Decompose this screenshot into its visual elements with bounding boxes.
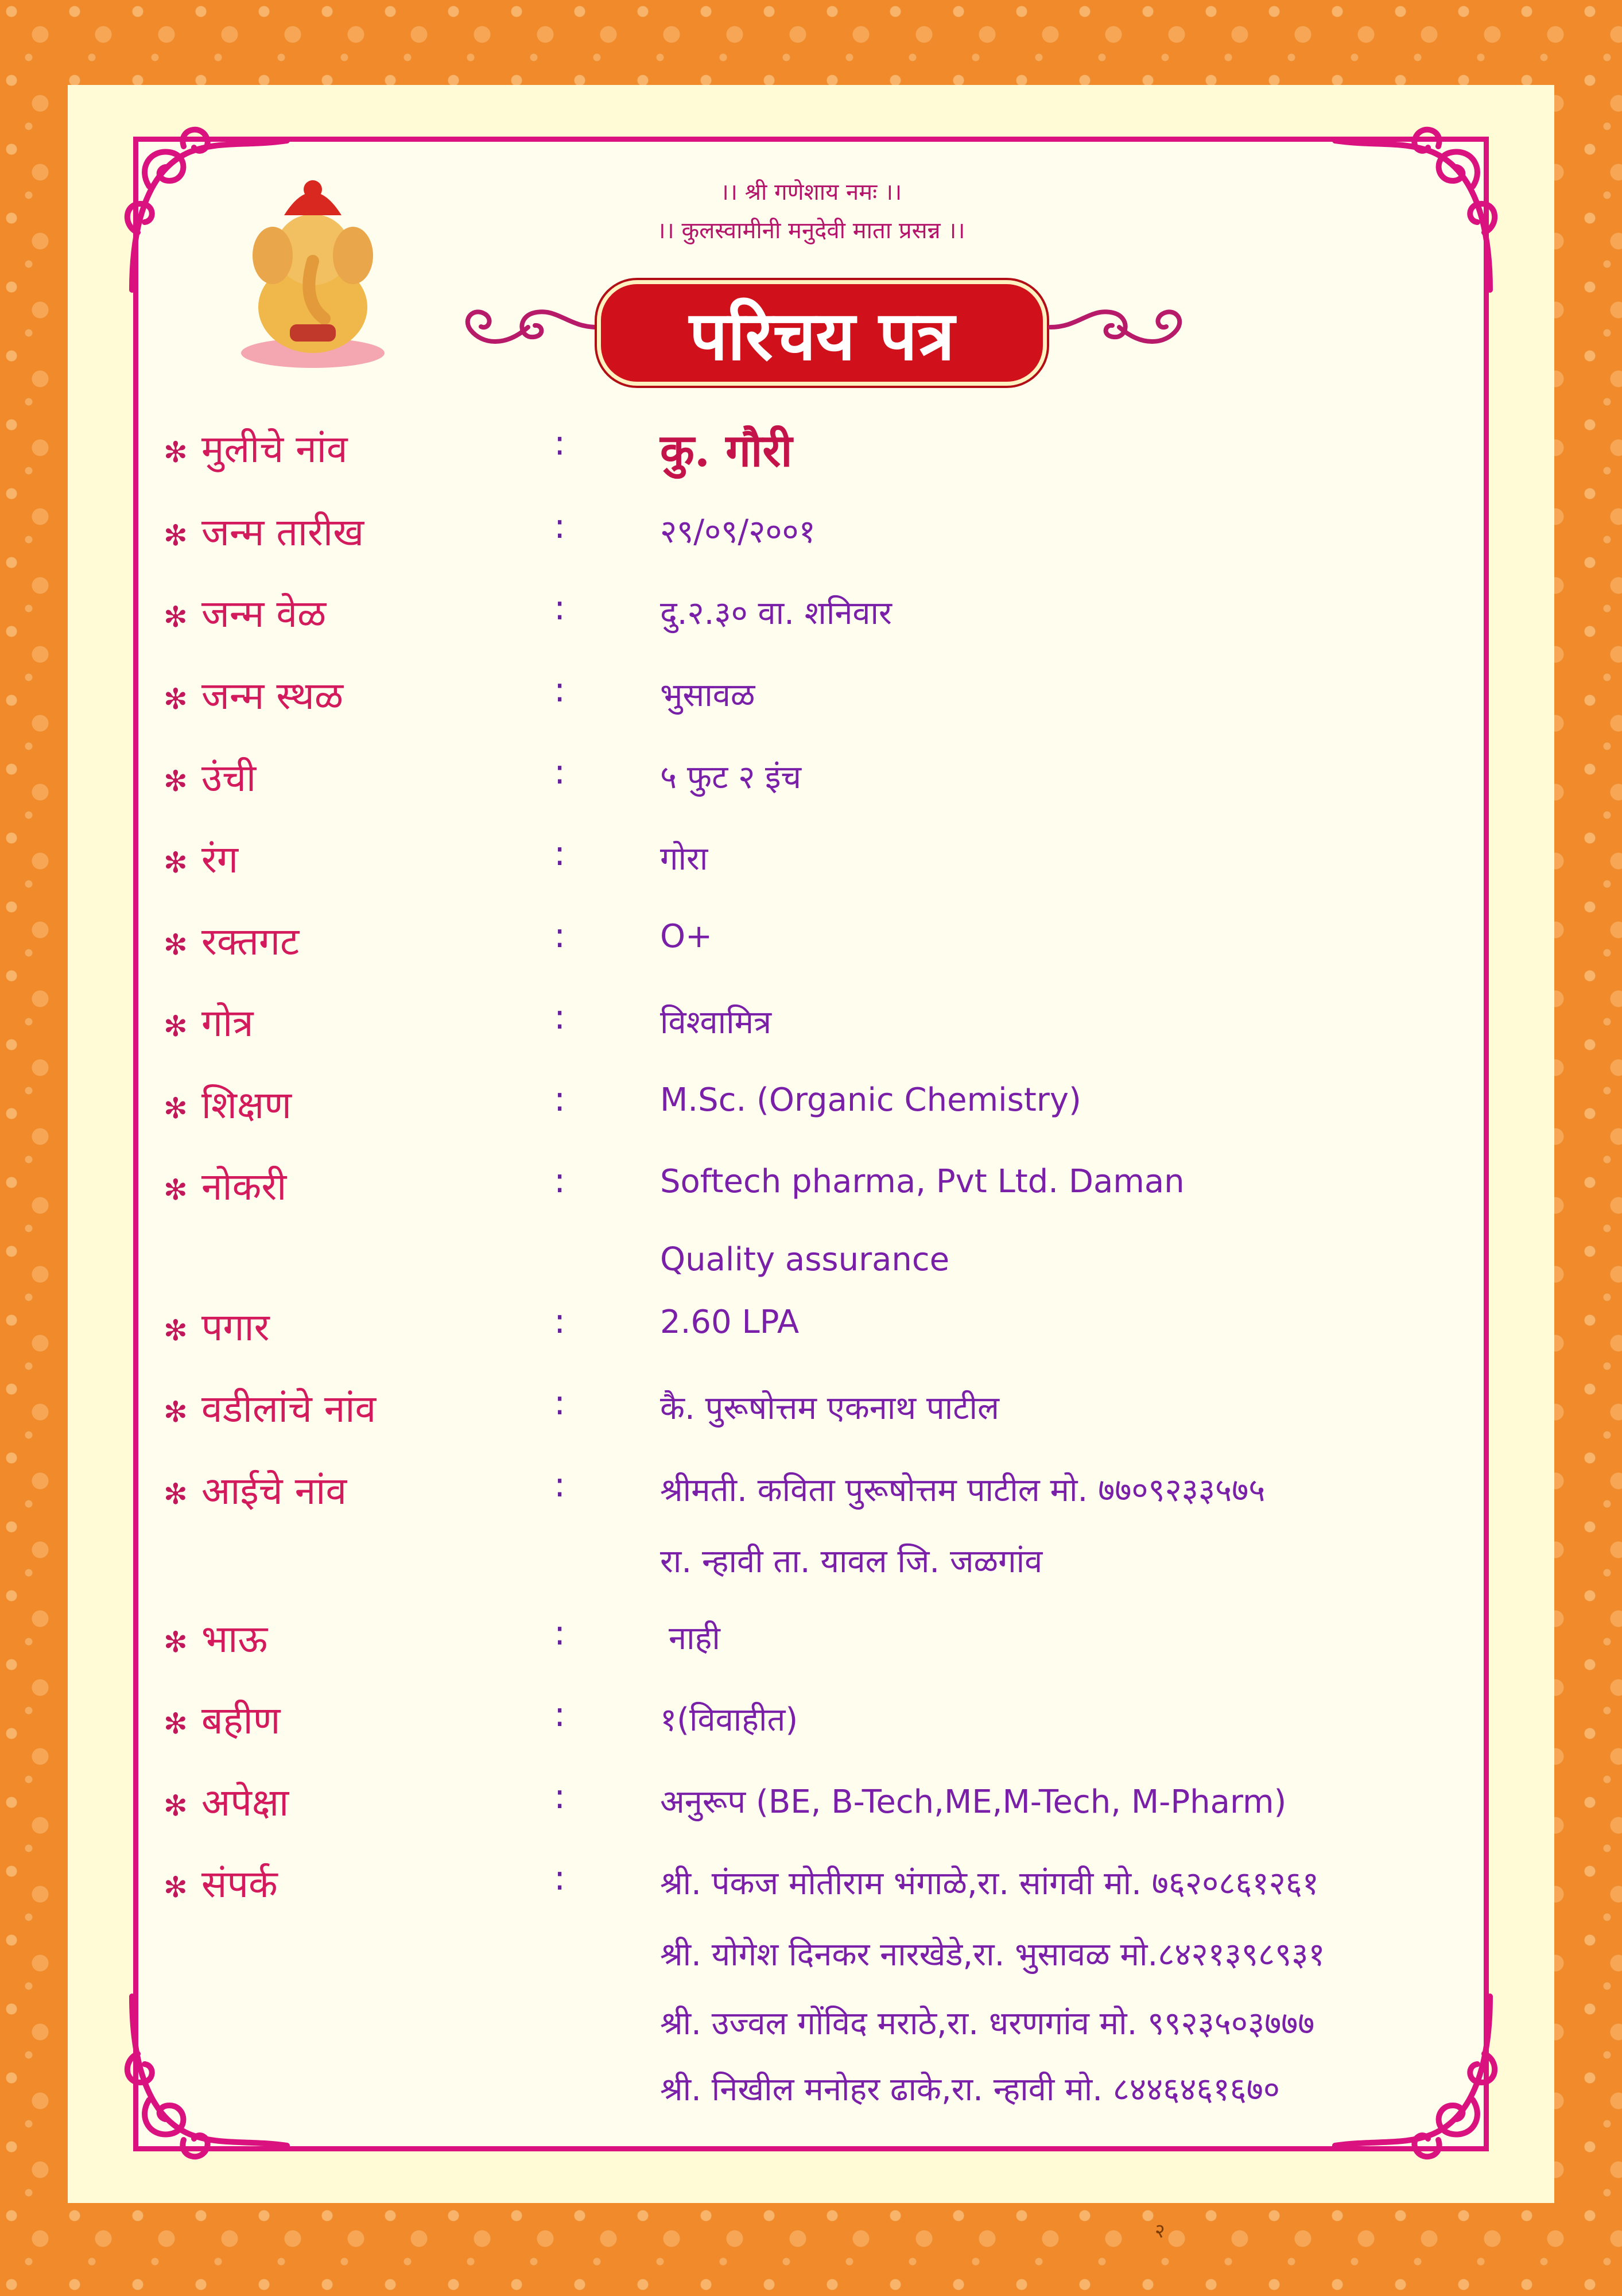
field-label: वडीलांचे नांव — [201, 1387, 377, 1431]
field-label: जन्म स्थळ — [201, 674, 344, 718]
field-value: विश्वामित्र — [660, 1004, 771, 1041]
field-value-line-2: Quality assurance — [660, 1241, 950, 1278]
title-banner — [597, 280, 1047, 386]
invocation-line-1: ।। श्री गणेशाय नमः ।। — [720, 179, 902, 205]
field-value-line-2: श्री. योगेश दिनकर नारखेडे,रा. भुसावळ मो.८४२१३९८९३१ — [660, 1936, 1325, 1973]
field-value: O+ — [660, 918, 712, 955]
flourish-icon — [453, 290, 603, 364]
field-label: भाऊ — [201, 1617, 268, 1661]
page-number: २ — [1155, 2220, 1165, 2243]
bullet-star-icon: ✻ — [164, 1395, 188, 1429]
field-label: मुलीचे नांव — [201, 427, 348, 471]
flourish-icon — [1045, 290, 1194, 364]
field-label: आईचे नांव — [201, 1469, 347, 1513]
field-label: अपेक्षा — [201, 1781, 289, 1825]
field-value: कु. गौरी — [660, 425, 793, 477]
field-label: जन्म तारीख — [201, 510, 364, 554]
field-value: 2.60 LPA — [660, 1304, 800, 1341]
field-label: जन्म वेळ — [201, 592, 327, 636]
field-label: संपर्क — [201, 1862, 278, 1906]
bullet-star-icon: ✻ — [164, 1173, 188, 1207]
field-value: अनुरूप (BE, B-Tech,ME,M-Tech, M-Pharm) — [660, 1783, 1287, 1821]
field-value: M.Sc. (Organic Chemistry) — [660, 1081, 1081, 1119]
field-value: कै. पुरूषोत्तम एकनाथ पाटील — [660, 1390, 999, 1427]
corner-ornament-icon — [115, 1979, 304, 2169]
field-label: गोत्र — [201, 1001, 254, 1045]
bullet-star-icon: ✻ — [164, 765, 188, 798]
page-title: परिचय पत्र — [689, 295, 955, 375]
field-value: १(विवाहीत) — [660, 1701, 798, 1739]
bullet-star-icon: ✻ — [164, 682, 188, 716]
field-value: श्रीमती. कविता पुरूषोत्तम पाटील मो. ७७०९२३३५७५ — [660, 1472, 1266, 1509]
field-value: नाही — [669, 1620, 720, 1657]
field-value: Softech pharma, Pvt Ltd. Daman — [660, 1163, 1185, 1200]
field-value: श्री. पंकज मोतीराम भंगाळे,रा. सांगवी मो. ७६२०८६१२६१ — [660, 1865, 1319, 1902]
field-label: नोकरी — [201, 1165, 287, 1209]
bullet-star-icon: ✻ — [164, 846, 188, 879]
bullet-star-icon: ✻ — [164, 1707, 188, 1740]
field-value: भुसावळ — [660, 677, 755, 714]
field-value: दु.२.३० वा. शनिवार — [660, 595, 892, 632]
field-value: २९/०९/२००१ — [660, 513, 816, 550]
field-label: पगार — [201, 1305, 270, 1349]
field-value-line-4: श्री. निखील मनोहर ढाके,रा. न्हावी मो. ८४४६४६१६७० — [660, 2071, 1280, 2108]
bullet-star-icon: ✻ — [164, 1010, 188, 1043]
bullet-star-icon: ✻ — [164, 1477, 188, 1511]
field-value-line-3: श्री. उज्वल गोंविद मराठे,रा. धरणगांव मो. ९९२३५०३७७७ — [660, 2005, 1315, 2042]
bullet-star-icon: ✻ — [164, 1789, 188, 1822]
field-label: रंग — [201, 837, 239, 882]
bullet-star-icon: ✻ — [164, 1626, 188, 1659]
field-label: उंची — [201, 756, 257, 800]
invocation-line-2: ।। कुलस्वामीनी मनुदेवी माता प्रसन्न ।। — [657, 218, 965, 244]
field-value: गोरा — [660, 840, 708, 878]
bullet-star-icon: ✻ — [164, 928, 188, 961]
bullet-star-icon: ✻ — [164, 436, 188, 469]
corner-ornament-icon — [1318, 1979, 1507, 2169]
field-label: रक्तगट — [201, 920, 300, 964]
bullet-star-icon: ✻ — [164, 1092, 188, 1125]
field-value: ५ फुट २ इंच — [660, 759, 802, 796]
field-value-line-2: रा. न्हावी ता. यावल जि. जळगांव — [660, 1543, 1043, 1580]
field-label: शिक्षण — [201, 1083, 292, 1127]
bullet-star-icon: ✻ — [164, 1871, 188, 1904]
corner-ornament-icon — [1318, 118, 1507, 307]
bullet-star-icon: ✻ — [164, 600, 188, 634]
bullet-star-icon: ✻ — [164, 519, 188, 552]
bullet-star-icon: ✻ — [164, 1314, 188, 1347]
field-label: बहीण — [201, 1698, 281, 1743]
